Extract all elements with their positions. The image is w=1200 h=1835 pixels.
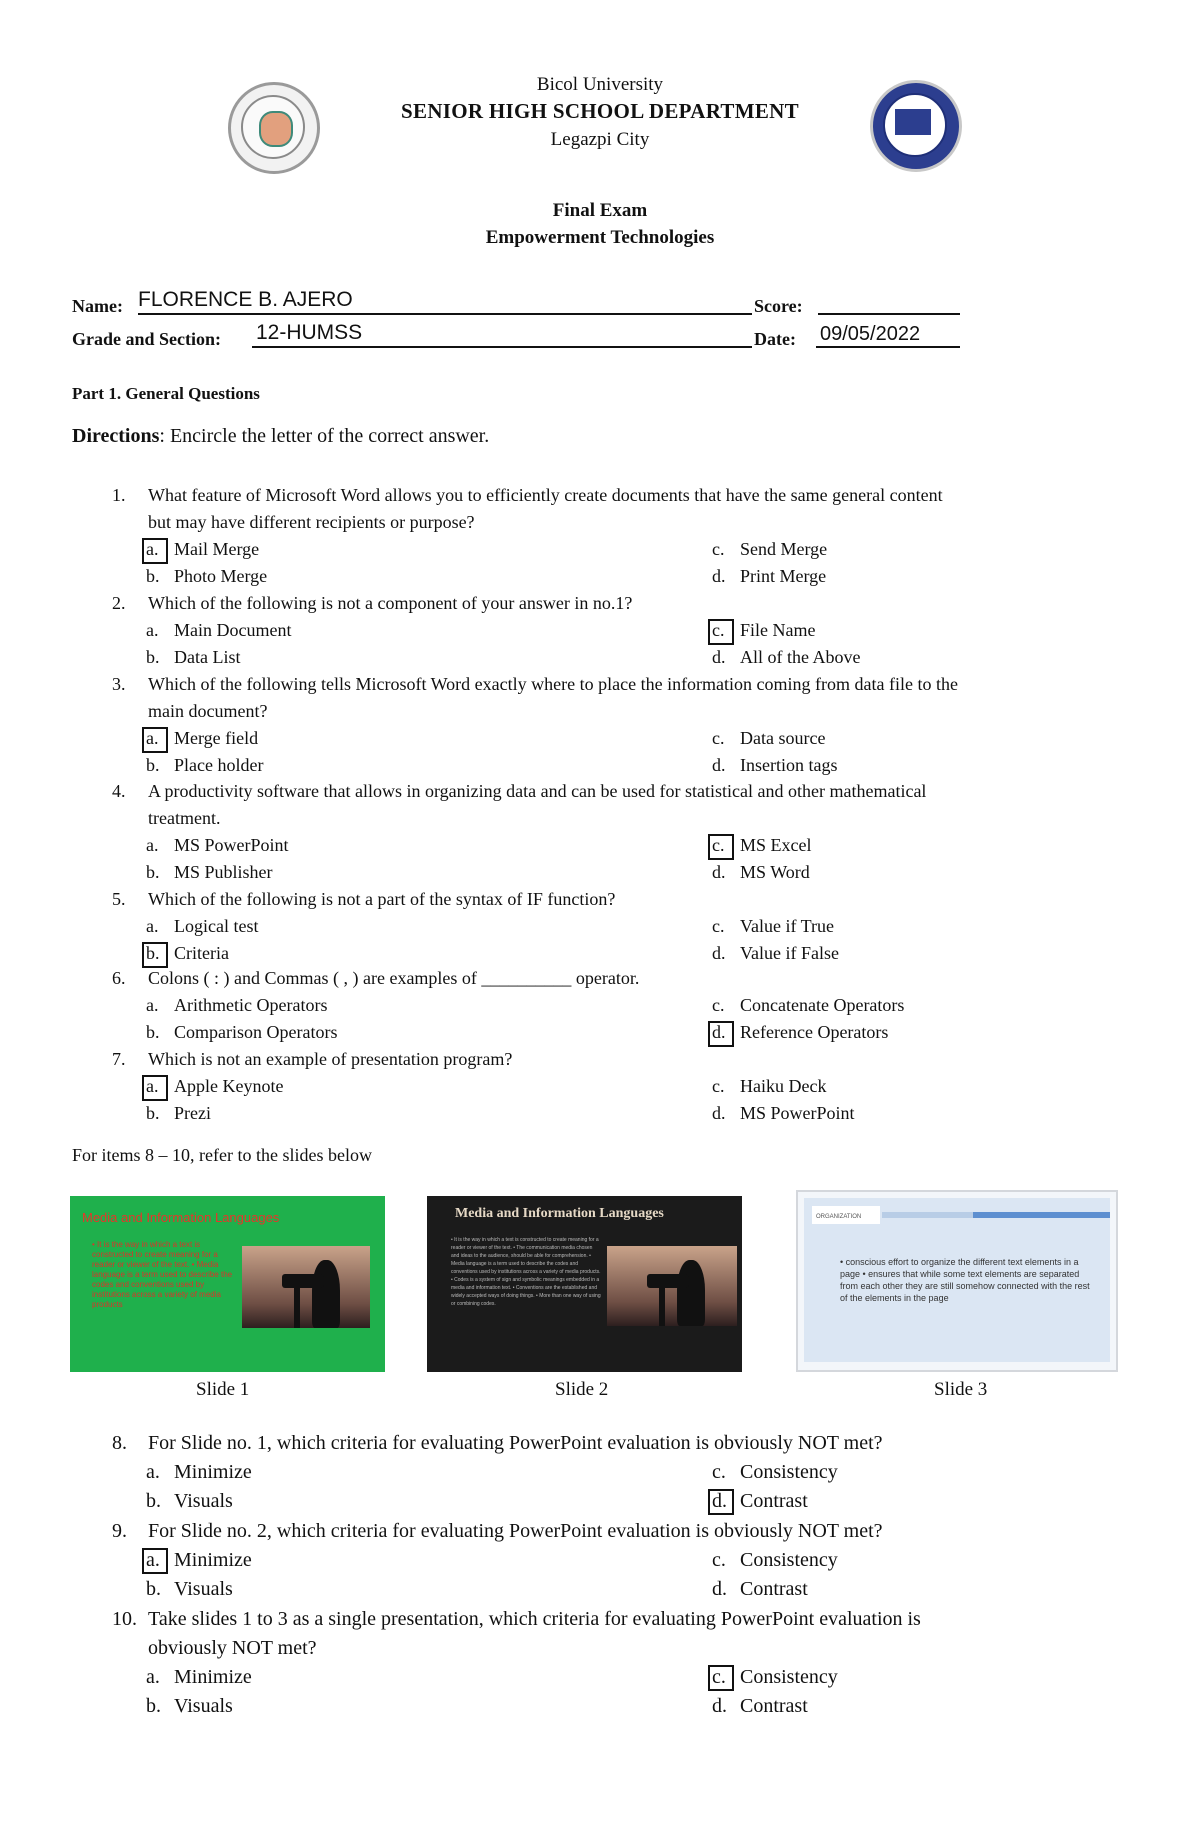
question-text: What feature of Microsoft Word allows you to efficiently create documents that have the same general content [148, 485, 943, 505]
directions-label: Directions [72, 425, 160, 447]
option-text: Minimize [174, 1549, 252, 1571]
option-letter: c. [712, 1549, 726, 1571]
option-letter: c. [712, 728, 725, 748]
option-text: Prezi [174, 1103, 211, 1123]
option-letter: a. [146, 728, 159, 748]
option-text: All of the Above [740, 647, 861, 667]
university-name: Bicol University [536, 74, 664, 95]
option-letter: a. [146, 1076, 159, 1096]
question-text: Which is not an example of presentation program? [148, 1049, 513, 1069]
name-label: Name: [72, 296, 123, 316]
option-letter: a. [146, 916, 159, 936]
option-text: Consistency [740, 1461, 838, 1483]
option-c[interactable] [712, 536, 827, 563]
refer-text: For items 8 – 10, refer to the slides below [72, 1145, 372, 1165]
option-letter: b. [146, 1490, 161, 1512]
option-letter: c. [712, 539, 725, 559]
option-b[interactable] [146, 1692, 233, 1721]
selected-answer-box [142, 1075, 168, 1101]
option-letter: d. [712, 1578, 727, 1600]
section-field[interactable]: 12-HUMSS [256, 321, 363, 344]
option-b[interactable] [146, 563, 267, 590]
option-text: Mail Merge [174, 539, 260, 559]
option-text: Apple Keynote [174, 1076, 284, 1096]
option-letter: a. [146, 835, 159, 855]
option-c[interactable] [712, 725, 825, 752]
slide-2-photo [607, 1246, 737, 1326]
option-text: Contrast [740, 1578, 808, 1600]
option-text: Minimize [174, 1666, 252, 1688]
option-letter: d. [712, 647, 726, 667]
option-letter: b. [146, 943, 160, 963]
slide-2-title: Media and Information Languages [455, 1206, 664, 1221]
option-d[interactable] [712, 1100, 855, 1127]
option-letter: b. [146, 755, 160, 775]
option-text: Place holder [174, 755, 264, 775]
option-letter: a. [146, 539, 159, 559]
option-letter: b. [146, 1022, 160, 1042]
selected-answer-box [708, 1021, 734, 1047]
slide-3-thumbnail [796, 1190, 1118, 1372]
selected-answer-box [708, 834, 734, 860]
option-a[interactable] [146, 617, 291, 644]
slide-2-caption: Slide 2 [555, 1379, 609, 1400]
question-number: 4. [112, 781, 126, 801]
option-text: File Name [740, 620, 816, 640]
option-letter: d. [712, 1103, 726, 1123]
option-b[interactable] [146, 644, 240, 671]
question-number: 6. [112, 968, 126, 988]
slide-1-title: Media and Information Languages [82, 1210, 280, 1225]
option-letter: a. [146, 1666, 160, 1688]
option-letter: d. [712, 862, 726, 882]
question-text-cont: main document? [148, 701, 268, 721]
option-text: Photo Merge [174, 566, 268, 586]
option-b[interactable] [146, 859, 273, 886]
option-b[interactable] [146, 1487, 233, 1516]
option-c[interactable] [712, 1546, 838, 1575]
option-d[interactable] [712, 1692, 808, 1721]
option-a[interactable] [146, 913, 258, 940]
date-label: Date: [754, 329, 796, 349]
option-text: Haiku Deck [740, 1076, 827, 1096]
department-name: SENIOR HIGH SCHOOL DEPARTMENT [401, 99, 799, 123]
slide-3-accent-bar [882, 1212, 1110, 1218]
selected-answer-box [708, 619, 734, 645]
slide-1-caption: Slide 1 [196, 1379, 250, 1400]
question-number: 2. [112, 593, 126, 613]
question-text: For Slide no. 1, which criteria for evaluating PowerPoint evaluation is obviously NOT met? [148, 1432, 883, 1454]
score-underline [818, 313, 960, 315]
option-letter: c. [712, 835, 725, 855]
option-letter: c. [712, 916, 725, 936]
selected-answer-box [142, 1548, 168, 1574]
option-text: Arithmetic Operators [174, 995, 328, 1015]
question-text: For Slide no. 2, which criteria for evaluating PowerPoint evaluation is obviously NOT met? [148, 1520, 883, 1542]
city-name: Legazpi City [550, 129, 650, 150]
option-letter: d. [712, 1022, 726, 1042]
question-number: 5. [112, 889, 126, 909]
option-text: MS Publisher [174, 862, 273, 882]
question-number: 10. [112, 1608, 137, 1630]
option-c[interactable] [712, 992, 904, 1019]
option-letter: b. [146, 1578, 161, 1600]
date-field[interactable]: 09/05/2022 [820, 323, 921, 345]
question-number: 1. [112, 485, 126, 505]
option-letter: a. [146, 1549, 160, 1571]
option-text: Value if False [740, 943, 839, 963]
question-text-cont: obviously NOT met? [148, 1637, 317, 1659]
option-text: MS PowerPoint [174, 835, 289, 855]
option-text: Logical test [174, 916, 259, 936]
option-text: Contrast [740, 1490, 808, 1512]
option-text: Consistency [740, 1549, 838, 1571]
section-underline [252, 346, 752, 348]
section-label: Grade and Section: [72, 329, 222, 349]
slide-3-caption: Slide 3 [934, 1379, 988, 1400]
option-text: Data source [740, 728, 826, 748]
name-underline [138, 313, 752, 315]
selected-answer-box [142, 538, 168, 564]
option-letter: c. [712, 995, 725, 1015]
question-text: Which of the following tells Microsoft Word exactly where to place the information coming from data file to the [148, 674, 958, 694]
question-text: Which of the following is not a part of the syntax of IF function? [148, 889, 616, 909]
slide-3-bullets: • conscious effort to organize the different text elements in a page • ensures that while some text elements are separated from each other they are still somehow connected with the rest of the elements in the page [840, 1257, 1090, 1303]
option-letter: c. [712, 1461, 726, 1483]
option-d[interactable] [712, 752, 837, 779]
slide-3-tab: ORGANIZATION [812, 1206, 880, 1224]
question-text: Colons ( : ) and Commas ( , ) are examples of __________ operator. [148, 968, 640, 988]
option-text: Minimize [174, 1461, 252, 1483]
option-a[interactable] [146, 992, 327, 1019]
option-text: Data List [174, 647, 241, 667]
option-text: Concatenate Operators [740, 995, 905, 1015]
option-letter: c. [712, 1076, 725, 1096]
directions-text: : Encircle the letter of the correct answer. [159, 425, 490, 447]
slide-2-thumbnail [427, 1196, 742, 1372]
question-text-cont: but may have different recipients or purpose? [148, 512, 475, 532]
option-letter: c. [712, 620, 725, 640]
question-number: 8. [112, 1432, 127, 1454]
option-letter: b. [146, 1695, 161, 1717]
subject-title: Empowerment Technologies [485, 227, 715, 248]
score-label: Score: [754, 296, 803, 316]
question-text: Which of the following is not a component of your answer in no.1? [148, 593, 633, 613]
option-b[interactable] [146, 1100, 211, 1127]
option-letter: d. [712, 566, 726, 586]
question-number: 7. [112, 1049, 126, 1069]
question-text: A productivity software that allows in organizing data and can be used for statistical and other mathematical [148, 781, 927, 801]
option-d[interactable] [712, 563, 826, 590]
selected-answer-box [708, 1489, 734, 1515]
name-field[interactable]: FLORENCE B. AJERO [138, 288, 353, 311]
part-heading: Part 1. General Questions [72, 384, 260, 403]
option-text: Consistency [740, 1666, 838, 1688]
option-c[interactable] [712, 913, 834, 940]
option-d[interactable] [712, 1575, 808, 1604]
option-a[interactable] [146, 1458, 252, 1487]
option-text: Send Merge [740, 539, 828, 559]
option-text: Value if True [740, 916, 834, 936]
option-text: Visuals [174, 1490, 233, 1512]
selected-answer-box [708, 1665, 734, 1691]
option-d[interactable] [712, 1019, 888, 1046]
option-b[interactable] [146, 1019, 337, 1046]
option-text: Insertion tags [740, 755, 838, 775]
exam-title: Final Exam [552, 200, 648, 221]
slide-1-thumbnail [70, 1196, 385, 1372]
option-text: Merge field [174, 728, 259, 748]
option-letter: b. [146, 862, 160, 882]
question-number: 9. [112, 1520, 127, 1542]
slide-1-bullets: • It is the way in which a text is constructed to create meaning for a reader or viewer of the text. • Media language is a term used to describe the codes and conventions used by institutions across a variety of media products [92, 1240, 233, 1309]
option-b[interactable] [146, 1575, 233, 1604]
question-text-cont: treatment. [148, 808, 221, 828]
option-text: Print Merge [740, 566, 827, 586]
option-text: Contrast [740, 1695, 808, 1717]
option-a[interactable] [146, 832, 289, 859]
option-c[interactable] [712, 1073, 826, 1100]
option-text: Main Document [174, 620, 292, 640]
option-letter: b. [146, 566, 160, 586]
selected-answer-box [142, 727, 168, 753]
option-text: Reference Operators [740, 1022, 889, 1042]
date-underline [816, 346, 960, 348]
option-text: Visuals [174, 1578, 233, 1600]
option-letter: a. [146, 1461, 160, 1483]
option-letter: d. [712, 755, 726, 775]
question-number: 3. [112, 674, 126, 694]
slide-1-photo [242, 1246, 370, 1328]
question-text: Take slides 1 to 3 as a single presentation, which criteria for evaluating PowerPoint evaluation is [148, 1608, 921, 1630]
option-d[interactable] [712, 940, 839, 967]
option-letter: d. [712, 943, 726, 963]
option-letter: d. [712, 1695, 727, 1717]
directions [72, 425, 489, 448]
option-b[interactable] [146, 752, 263, 779]
option-text: MS PowerPoint [740, 1103, 855, 1123]
option-letter: a. [146, 995, 159, 1015]
option-letter: d. [712, 1490, 727, 1512]
option-letter: b. [146, 1103, 160, 1123]
option-letter: a. [146, 620, 159, 640]
option-d[interactable] [712, 644, 860, 671]
option-text: MS Word [740, 862, 810, 882]
option-letter: b. [146, 647, 160, 667]
option-letter: c. [712, 1666, 726, 1688]
option-c[interactable] [712, 1458, 838, 1487]
option-text: Criteria [174, 943, 229, 963]
option-text: MS Excel [740, 835, 812, 855]
option-a[interactable] [146, 1663, 252, 1692]
slide-2-bullets: • It is the way in which a text is constructed to create meaning for a reader or viewer of the text. • The communication media chosen and ideas to the audience, should be able for comprehension. • Media language is a term used to describe the codes and conventions used by institutions across a variety of media products. • Codes is a system of sign and symbolic meanings embedded in a media and information text. • Conventions are the established and widely accepted ways of doing things. • More than one way of using or combining codes. [451, 1237, 601, 1307]
option-text: Visuals [174, 1695, 233, 1717]
option-text: Comparison Operators [174, 1022, 338, 1042]
option-d[interactable] [712, 859, 810, 886]
